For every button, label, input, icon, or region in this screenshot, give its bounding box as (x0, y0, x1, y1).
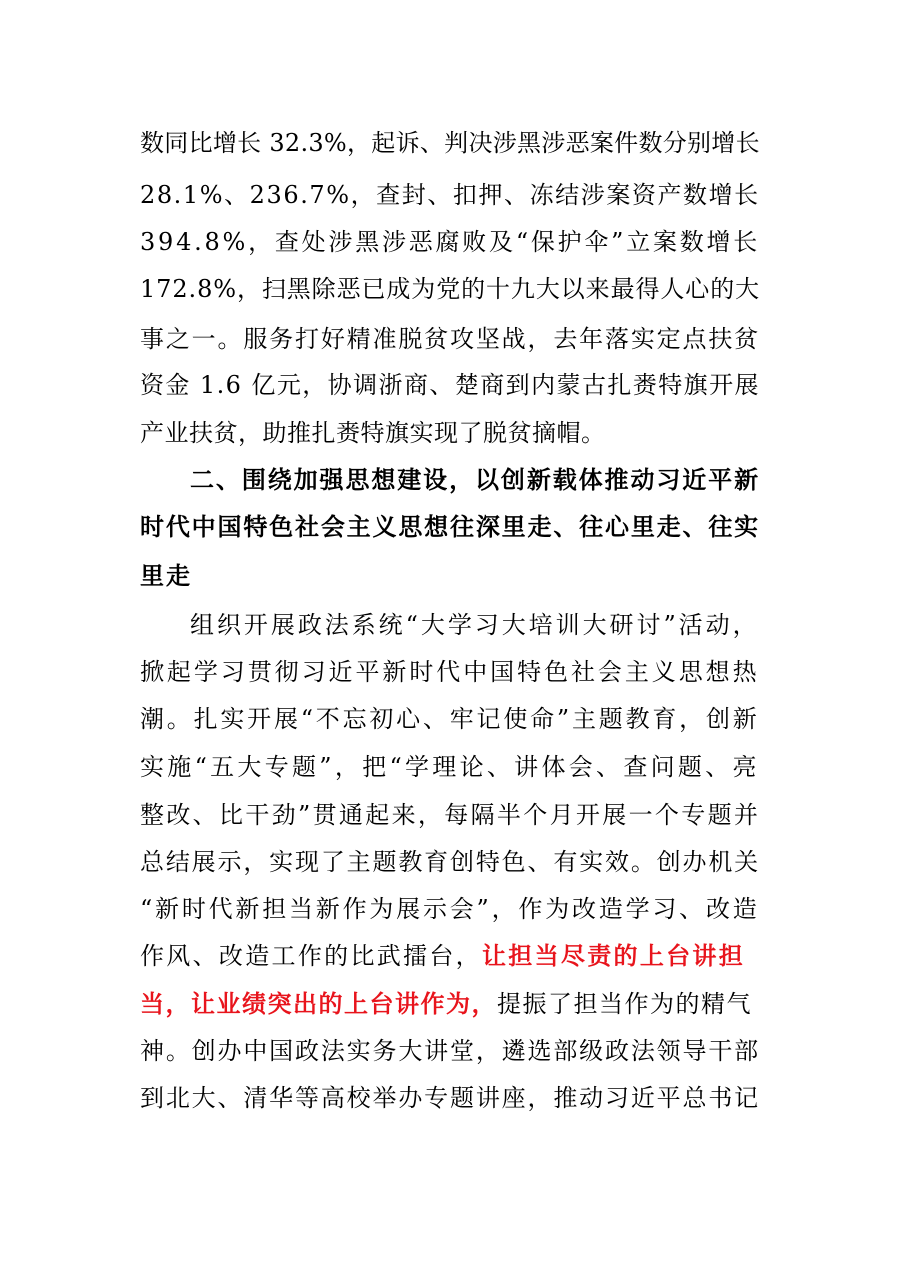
paragraph1-line: 产业扶贫，助推扎赉特旗实现了脱贫摘帽。 (140, 419, 606, 447)
paragraph2-line-mixed (140, 941, 745, 971)
paragraph2-line: 组织开展政法系统“大学习大培训大研讨”活动， (190, 611, 760, 639)
paragraph2-line: 潮。扎实开展“不忘初心、牢记使命”主题教育，创新 (140, 705, 760, 733)
paragraph1-line: 事之一。服务打好精准脱贫攻坚战，去年落实定点扶贫 (140, 325, 760, 353)
paragraph1-line: 394.8%，查处涉黑涉恶腐败及“保护伞”立案数增长 (140, 228, 761, 256)
paragraph1-line: 28.1%、236.7%，查封、扣押、冻结涉案资产数增长 (140, 181, 760, 209)
plain-text: 作风、改造工作的比武擂台， (140, 942, 482, 970)
section-heading-line: 时代中国特色社会主义思想往深里走、往心里走、往实 (140, 513, 760, 541)
paragraph2-line: 神。创办中国政法实务大讲堂，遴选部级政法领导干部 (140, 1037, 760, 1065)
paragraph1-line: 资金 1.6 亿元，协调浙商、楚商到内蒙古扎赉特旗开展 (140, 371, 760, 399)
paragraph2-line: 到北大、清华等高校举办专题讲座，推动习近平总书记 (140, 1084, 760, 1112)
highlighted-text: 当，让业绩突出的上台讲作为， (140, 990, 497, 1018)
paragraph2-line: 总结展示，实现了主题教育创特色、有实效。创办机关 (140, 848, 760, 876)
paragraph2-line: “新时代新担当新作为展示会”，作为改造学习、改造 (140, 895, 760, 923)
paragraph2-line: 掀起学习贯彻习近平新时代中国特色社会主义思想热 (140, 658, 760, 686)
plain-text: 提振了担当作为的精气 (497, 990, 752, 1018)
paragraph1-line: 172.8%，扫黑除恶已成为党的十九大以来最得人心的大 (140, 275, 761, 303)
paragraph1-line: 数同比增长 32.3%，起诉、判决涉黑涉恶案件数分别增长 (140, 129, 760, 157)
paragraph2-line: 实施“五大专题”，把“学理论、讲体会、查问题、亮 (140, 753, 760, 781)
paragraph2-line: 整改、比干劲”贯通起来，每隔半个月开展一个专题并 (140, 801, 761, 829)
highlighted-text: 让担当尽责的上台讲担 (481, 942, 746, 970)
section-heading-line: 里走 (140, 562, 192, 590)
section-heading-line: 二、围绕加强思想建设，以创新载体推动习近平新 (190, 466, 760, 494)
paragraph2-line-mixed (140, 989, 752, 1019)
